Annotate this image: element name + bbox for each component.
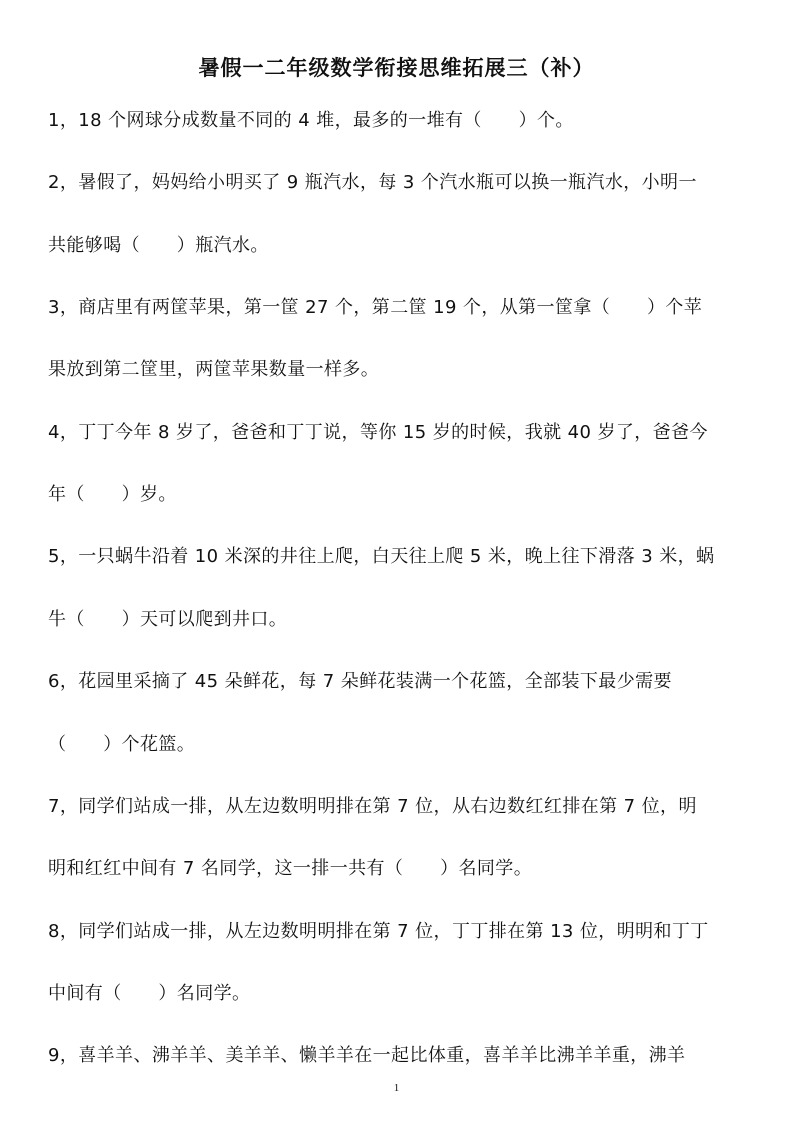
question-9-line-1: 9，喜羊羊、沸羊羊、美羊羊、懒羊羊在一起比体重，喜羊羊比沸羊羊重，沸羊 [48,1045,686,1066]
question-4-line-2: 年（ ）岁。 [48,484,177,505]
question-5-line-1: 5，一只蜗牛沿着 10 米深的井往上爬，白天往上爬 5 米，晚上往下滑落 3 米，蜗 [48,546,715,567]
question-3-line-2: 果放到第二筐里，两筐苹果数量一样多。 [48,359,380,380]
question-2-line-2: 共能够喝（ ）瓶汽水。 [48,235,269,256]
question-4-line-1: 4，丁丁今年 8 岁了，爸爸和丁丁说，等你 15 岁的时候，我就 40 岁了，爸爸今 [48,422,708,443]
page-title: 暑假一二年级数学衔接思维拓展三（补） [198,56,595,80]
question-1-line-1: 1，18 个网球分成数量不同的 4 堆，最多的一堆有（ ）个。 [48,110,574,131]
page-number: 1 [393,1082,400,1094]
question-7-line-2: 明和红红中间有 7 名同学，这一排一共有（ ）名同学。 [48,858,533,879]
question-8-line-1: 8，同学们站成一排，从左边数明明排在第 7 位，丁丁排在第 13 位，明明和丁丁 [48,921,709,942]
question-6-line-1: 6，花园里采摘了 45 朵鲜花，每 7 朵鲜花装满一个花篮，全部装下最少需要 [48,671,672,692]
question-8-line-2: 中间有（ ）名同学。 [48,983,251,1004]
question-7-line-1: 7，同学们站成一排，从左边数明明排在第 7 位，从右边数红红排在第 7 位，明 [48,796,697,817]
question-6-line-2: （ ）个花篮。 [48,734,196,755]
question-5-line-2: 牛（ ）天可以爬到井口。 [48,609,288,630]
question-3-line-1: 3，商店里有两筐苹果，第一筐 27 个，第二筐 19 个，从第一筐拿（ ）个苹 [48,297,703,318]
question-2-line-1: 2，暑假了，妈妈给小明买了 9 瓶汽水，每 3 个汽水瓶可以换一瓶汽水，小明一 [48,172,697,193]
